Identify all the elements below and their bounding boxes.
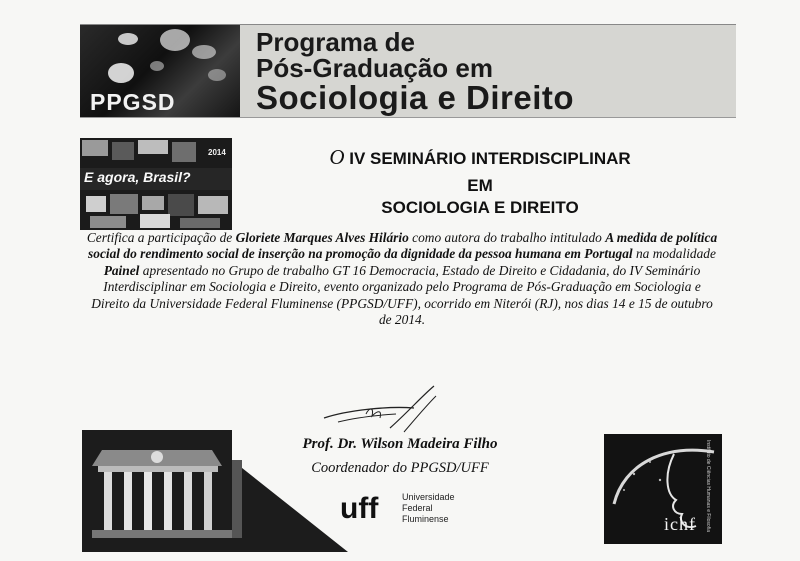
ppgsd-logo — [80, 25, 240, 117]
handwritten-signature — [318, 384, 448, 436]
collage-caption-banner — [80, 168, 232, 190]
body-text-3: na modalidade — [632, 246, 716, 262]
ichf-logo-text: ichf — [664, 514, 696, 534]
uff-name-line2: Federal — [402, 503, 433, 513]
uff-name-line3: Fluminense — [402, 514, 449, 524]
collage-caption: E agora, Brasil? — [84, 169, 191, 185]
participant-name: Gloriete Marques Alves Hilário — [235, 230, 409, 245]
ppgsd-logo-text: PPGSD — [90, 89, 176, 115]
work-title: A medida de política social do rendimento social de inserção na promoção da dignidade da pessoa humana em Portugal — [88, 230, 718, 262]
signatory-name: Prof. Dr. Wilson Madeira Filho — [302, 436, 498, 452]
seminar-title-article: O — [329, 145, 345, 169]
collage-year: 2014 — [208, 148, 226, 157]
header-banner — [80, 24, 736, 118]
body-text-1: Certifica a participação de — [86, 230, 236, 245]
university-building-photo — [82, 430, 348, 552]
body-text-2: como autora do trabalho intitulado — [408, 230, 606, 245]
body-text-4: apresentado no Grupo de trabalho GT 16 Democracia, Estado de Direito e Cidadania, do IV Seminário Interdisciplinar em Sociologia e Direito, evento organizado pelo Programa de Pós-Graduação em Sociologia e Direito da Universidade Federal Fluminense (PPGSD/UFF), ocorrido em Niterói (RJ), nos dias 14 e 15 de outubro de 2014. — [91, 262, 713, 328]
program-title-line2: Pós-Graduação em — [256, 53, 493, 83]
seminar-title-line1 — [240, 145, 720, 170]
signatory-role: Coordenador do PPGSD/UFF — [311, 460, 489, 476]
uff-logo — [340, 490, 400, 526]
seminar-title-line2: EM — [467, 176, 493, 195]
certificate-body — [84, 230, 720, 328]
seminar-title-main: IV SEMINÁRIO INTERDISCIPLINAR — [349, 149, 631, 168]
modality: Painel — [103, 262, 140, 278]
seminar-title-line3: SOCIOLOGIA E DIREITO — [381, 198, 579, 217]
uff-logo-text: uff — [340, 492, 379, 525]
event-collage-image — [80, 138, 232, 230]
program-title-line3: Sociologia e Direito — [256, 79, 575, 116]
uff-name-line1: Universidade — [402, 492, 455, 502]
ichf-side-text: Instituto de Ciências Humanas e Filosofia — [705, 440, 711, 532]
program-title-line1: Programa de — [256, 27, 415, 57]
